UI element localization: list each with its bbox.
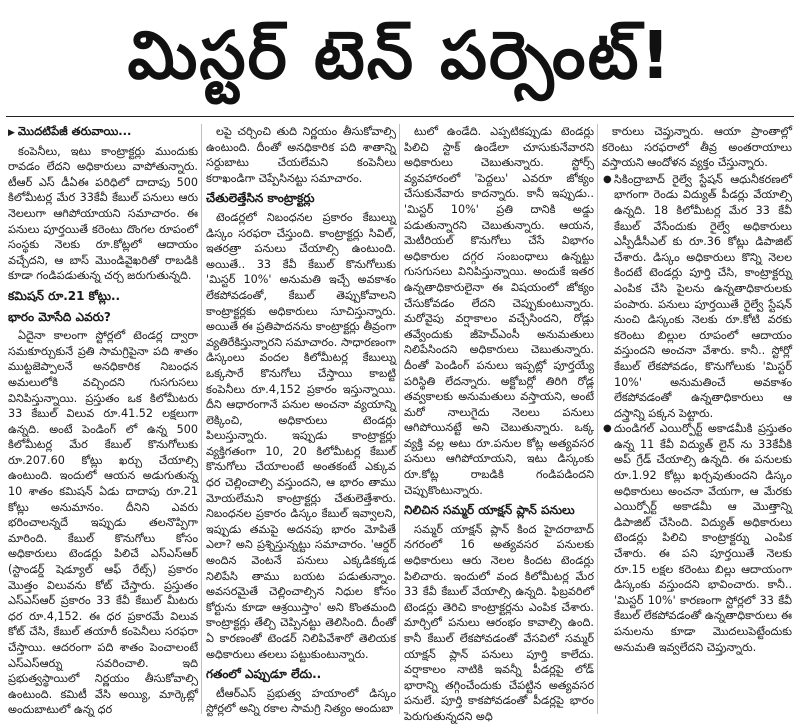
paragraph: కారులు చెప్తున్నారు. ఆయా ప్రాంతాల్లో కరెంటు సరఫరాలో తీవ్ర అంతరాయాలు వస్తాయని ఆందోళన వ్యక్తం చేస్తున్నారు. — [602, 125, 792, 170]
list-item-text: దుండిగల్ ఎయిర్పోర్ట్ అకాడమీకి ప్రస్తుతం ఉన్న 11 కేవీ విద్యుత్ లైన్ ను 33కేవీకి అప్ గ్రేడ్ చేయాల్సి ఉన్నది. ఈ పనులకు రూ.1.92 కోట్లు ఖర్చవుతుందని డిస్కం అధికారులు అంచనా వేయగా, ఆ మేరకు ఎయిర్పోర్ట్ అకాడమీ ఆ మొత్తాన్ని డిపాజిట్ చేసింది. విద్యుత్ అధికారులు టెండర్లు పిలిచి కాంట్రాక్టర్ను ఎంపిక చేశారు. ఈ పని పూర్తయితే నెలకు రూ.15 లక్షల కరెంటు బిల్లు ఆదాయంగా డిస్కంకు వస్తుందని భావించారు. కానీ.. 'మిస్టర్ 10%' కారణంగా స్టోర్లలో 33 కేవీ కేబుల్ లేకపోవడంతో ఉన్నతాధికారులు ఈ పనులను కూడా మొదలుపెట్టేందుకు అనుమతి ఇవ్వలేదని చెప్తున్నారు. — [614, 422, 792, 654]
subheading: నిలిచిన సమ్మర్ యాక్షన్ ప్లాన్ పనులు — [404, 503, 575, 518]
paragraph: సమ్మర్ యాక్షన్ ప్లాన్ కింద హైదరాబాద్ నగరంలో 16 అత్యవసర పనులకు అధికారులు ఆరు నెలల కిందట టెండర్లు పిలిచారు. ఇందులో వంద కిలోమీటర్ల మేర 33 కేవీ కేబుల్ వేయాల్సి ఉన్నది. ఫిబ్రవరిలో టెండర్లు తెరిచి కాంట్రాక్టర్లను ఎంపిక చేశారు. మార్చిలో పనులు ఆరంభం కావాల్సి ఉంది. కానీ కేబుల్ లేకపోవడంతో వేసవిలో సమ్మర్ యాక్షన్ ప్లాన్ పనులు పూర్తి కాలేదు. వర్షాకాలం నాటికి ఇవన్నీ పీడర్లపై లోడ్ భారాన్ని తగ్గించేందుకు చేపట్టిన అత్యవసర పనులే. పూర్తి కాకపోవడంతో పీడర్లపై భారం పెరుగుతున్నదని అధి — [404, 522, 594, 723]
subheading: కమిషన్ రూ.21 కోట్లు.. — [8, 288, 121, 303]
list-item — [603, 421, 792, 655]
paragraph: కంపెనీలు, ఇటు కాంట్రాక్టర్లు ముందుకు రావడం లేదని అధికారులు వాపోతున్నారు. టీఆర్ ఎస్ డీఏఈ పరిధిలో దాదాపు 500 కిలోమీటర్ల మేర 33కేవీ కేబుల్ పనులు ఆరు నెలలుగా ఆగిపోయాయని సమాచారం. ఈ పనులు పూర్తయితే కరెంటు దొంగల రూపంలో సంస్థకు నెలకు రూ.కోట్లలో ఆదాయం వచ్చేదని, ఆ బాస్ మొండివైఖరితో రాబడికి కూడా గండిపడుతున్న చర్చ జరుగుతున్నది. — [8, 144, 198, 283]
bullet-list — [602, 172, 792, 655]
headline-rule — [6, 116, 794, 117]
headline: మిస్టర్ టెన్ పర్సెంట్! — [127, 17, 673, 94]
column-divider — [597, 124, 598, 714]
list-item — [603, 172, 792, 422]
paragraph: టీఆర్ఎస్ ప్రభుత్వ హయాంలో డిస్కం స్టోర్లలో అన్ని రకాల సామగ్రి నిత్యం అందుబా — [206, 686, 396, 716]
paragraph: లపై చర్చించి తుది నిర్ణయం తీసుకోవాల్సి ఉంటుంది. దీంతో అనధికారిక పది శాతాన్ని సర్దుబాటు చేయలేమని కంపెనీలు కరాఖండిగా చెప్పేసినట్టు సమాచారం. — [206, 125, 396, 185]
column-divider — [201, 124, 202, 714]
column-2 — [206, 124, 396, 714]
bullet-icon: ● — [603, 423, 612, 435]
paragraph: ఏదైనా కాలంగా స్టోర్లలో టెండర్ల ద్వారా సమకూర్చుకునే ప్రతి సామగ్రిపైనా పది శాతం ముట్టజెప్పాలనే అనధికారిక నిబంధన అమలులోకి వచ్చిందని గుసగుసలు వినిపిస్తున్నాయి. ప్రస్తుతం ఒక కిలోమీటరు 33 కేబుల్ విలువ రూ.41.52 లక్షలుగా ఉన్నది. అంటే పెండింగ్ లో ఉన్న 500 కిలోమీటర్ల మేర కేబుల్ కొనుగోలుకు రూ.207.60 కోట్లు ఖర్చు చేయాల్సి ఉంటుంది. ఇందులో ఆయన అడుగుతున్న 10 శాతం కమిషన్ ఏడు దాదాపు రూ.21 కోట్లు అనుమానం. దీనిని ఎవరు భరించాలన్నదే ఇప్పుడు తలనొప్పిగా మారింది. కేబుల్ కొనుగోలు కోసం అధికారులు టెండర్లు పిలిచే ఎస్ఎస్ఆర్ (స్టాండర్డ్ షెడ్యూల్ ఆఫ్ రేట్స్) ప్రకారం మొత్తం విలువను కోట్ చేస్తారు. ప్రస్తుతం ఎస్ఎస్ఆర్ ప్రకారం 33 కేవీ కేబుల్ మీటరు ధర రూ.4,152. ఈ ధర ప్రకారమే విలువ కోట్ చేసి, కేబుల్ తయారీ కంపెనీలు సరఫరా చేస్తాయి. ఆదరంగా పది శాతం పెంచాలంటే ఎస్ఎస్ఆర్ను సవరించాలి. ఇది ప్రభుత్వస్థాయిలో నిర్ణయం తీసుకోవాల్సి ఉంటుంది. కమిటీ వేసి అయ్యి, మార్కెట్లో అందుబాటులో ఉన్న ధర — [8, 329, 198, 717]
paragraph: టులో ఉండేది. ఎప్పటికప్పుడు టెండర్లు పిలిచి స్టాక్ ఉండేలా చూసుకునేవారని అధికారులు చెబుతున్నారు. స్టోర్స్ వ్యవహారంలో 'పెద్దలు' ఎవరూ జోక్యం చేసుకునేవారు కాదన్నారు. కానీ ఇప్పుడు.. 'మిస్టర్ 10%' ప్రతి దానికి అడ్డు పడుతున్నారని చెబుతున్నారు. ఆయన, మెటీరియల్ కొనుగోలు చేసే విభాగం అధికారుల దగ్గర సంబంధాలు ఉన్నట్టు గుసగుసలు వినిపిస్తున్నాయి. అందుకే ఇతర ఉన్నతాధికారులైనా ఈ విషయంలో జోక్యం చేసుకోవడం లేదని చెప్పుకుంటున్నారు. మరోవైపు వర్షాకాలం వచ్చేసిందని, రోడ్లు తవ్వేందుకు జీహెచ్ఎంసీ అనుమతులు నిలిపేసిందని అధికారులు చెబుతున్నారు. దీంతో పెండింగ్ పనులు ఇప్పట్లో పూర్తయ్యే పరిస్థితి లేదన్నారు. అక్టోబర్లో తిరిగి రోడ్ల తవ్వకాలకు అనుమతులు వస్తాయని, అంటే మరో నాలుగైదు నెలలు పనులు ఆగిపోయినట్టే అని చెబుతున్నారు. ఒక్క వ్యక్తి వల్ల అటు రూ.పనుల కోట్ల అత్యవసర పనులు ఆగిపోయాయని, ఇటు డిస్కంకు రూ.కోట్ల రాబడికి గండిపడిందని చెప్పుకొంటున్నారు. — [404, 125, 594, 497]
arrow-right-icon: ▶ — [8, 128, 15, 138]
list-item-text: సికింద్రాబాద్ రైల్వే స్టేషన్ ఆధునీకరణలో భాగంగా రెండు విద్యుత్ పీడర్లు వేయాల్సి ఉన్నది. 18 కిలోమీటర్ల మేర 33 కేవీ కేబుల్ వేసేందుకు రైల్వే అధికారులు ఎస్పీడీసీఎల్ కు రూ.36 కోట్లు డిపాజిట్ చేశారు. డిస్కం అధికారులు కొన్ని నెలల కిందటే టెండర్లు పూర్తి చేసి, కాంట్రాక్టర్ను ఎంపిక చేసి పైలను ఉన్నతాధికారులకు పంపారు. పనులు పూర్తయితే రైల్వే స్టేషన్ నుంచి డిస్కంకు నెలకు రూ.కోటి వరకు కరెంటు బిల్లుల రూపంలో ఆదాయం వస్తుందని అంచనా వేశారు. కానీ.. స్టోర్లో కేబుల్ లేకపోవడం, కొనుగోలుకు 'మిస్టర్ 10%' అనుమతించే అవకాశం లేకపోవడంతో ఉన్నతాధికారులు ఆ దస్త్రాన్ని పక్కన పెట్టారు. — [614, 172, 792, 420]
kicker-text: మొదటిపేజీ తరువాయి... — [17, 124, 132, 138]
subheading: చేతులెత్తేసిన కాంట్రాక్టర్లు — [206, 191, 315, 206]
column-1 — [8, 124, 198, 717]
continuation-kicker — [8, 124, 198, 142]
subheading: భారం మోసేది ఎవరు? — [8, 309, 111, 324]
bullet-icon: ● — [603, 173, 612, 185]
column-4 — [602, 124, 792, 714]
subheading: గతంలో ఎప్పుడూ లేదు.. — [206, 667, 322, 682]
column-divider — [399, 124, 400, 714]
paragraph: టెండర్లలో నిబంధనల ప్రకారం కేబుల్ను డిస్కం సరఫరా చేస్తుంది. కాంట్రాక్టర్లు సివిల్, ఇతరత్రా పనులు చేయాల్సి ఉంటుంది. అయితే.. 33 కేవీ కేబుల్ కొనుగోలుకు 'మిస్టర్ 10%' అనుమతి ఇచ్చే అవకాశం లేకపోవడంతో, కేబుల్ తెప్పుకోవాలని కాంట్రాక్టర్లకు అధికారులు సూచిస్తున్నారు. అయితే ఈ ప్రతిపాదనను కాంట్రాక్టర్లు తీవ్రంగా వ్యతిరేకిస్తున్నారని సమాచారం. సాధారణంగా డిస్కంలు వందల కిలోమీటర్ల కేబుల్ను ఒక్కసారే కొనుగోలు చేస్తాయి కాబట్టి కంపెనీలు రూ.4,152 ప్రకారం ఇస్తున్నాయి. దీని ఆధారంగానే పనుల అంచనా వ్యయాన్ని లెక్కించి, అధికారులు టెండర్లు పిలుస్తున్నారు. ఇప్పుడు కాంట్రాక్టర్లు వ్యక్తిగతంగా 10, 20 కిలోమీటర్ల కేబుల్ కొనుగోలు చేయాలంటే అంతకంటే ఎక్కువ ధర చెల్లించాల్సి వస్తుందని, ఆ భారం తాము మోయలేమని కాంట్రాక్టర్లు చేతులెత్తేశారు. నిబంధనల ప్రకారం డిస్కం కేబుల్ ఇవ్వాలని, ఇప్పుడు తమపై అదనపు భారం మోపితే ఎలా? అని ప్రశ్నిస్తున్నట్టు సమాచారం. 'ఆర్డర్ అందిన వెంటనే పనులు ఎక్కడికక్కడ నిలిపేసి తాము బయట పడుతున్నాం. అవసరమైతే చెల్లించాల్సిన నిధుల కోసం కోర్టును కూడా ఆశ్రయిస్తాం' అని కొంతమంది కాంట్రాక్టర్లు తేల్చి చెప్పినట్టు తెలిసింది. దీంతో ఏ కారణంతో టెండర్ నిలిపివేశారో తెలియక అధికారులు తలలు పట్టుకుంటున్నారు. — [206, 210, 396, 661]
column-3 — [404, 124, 594, 723]
